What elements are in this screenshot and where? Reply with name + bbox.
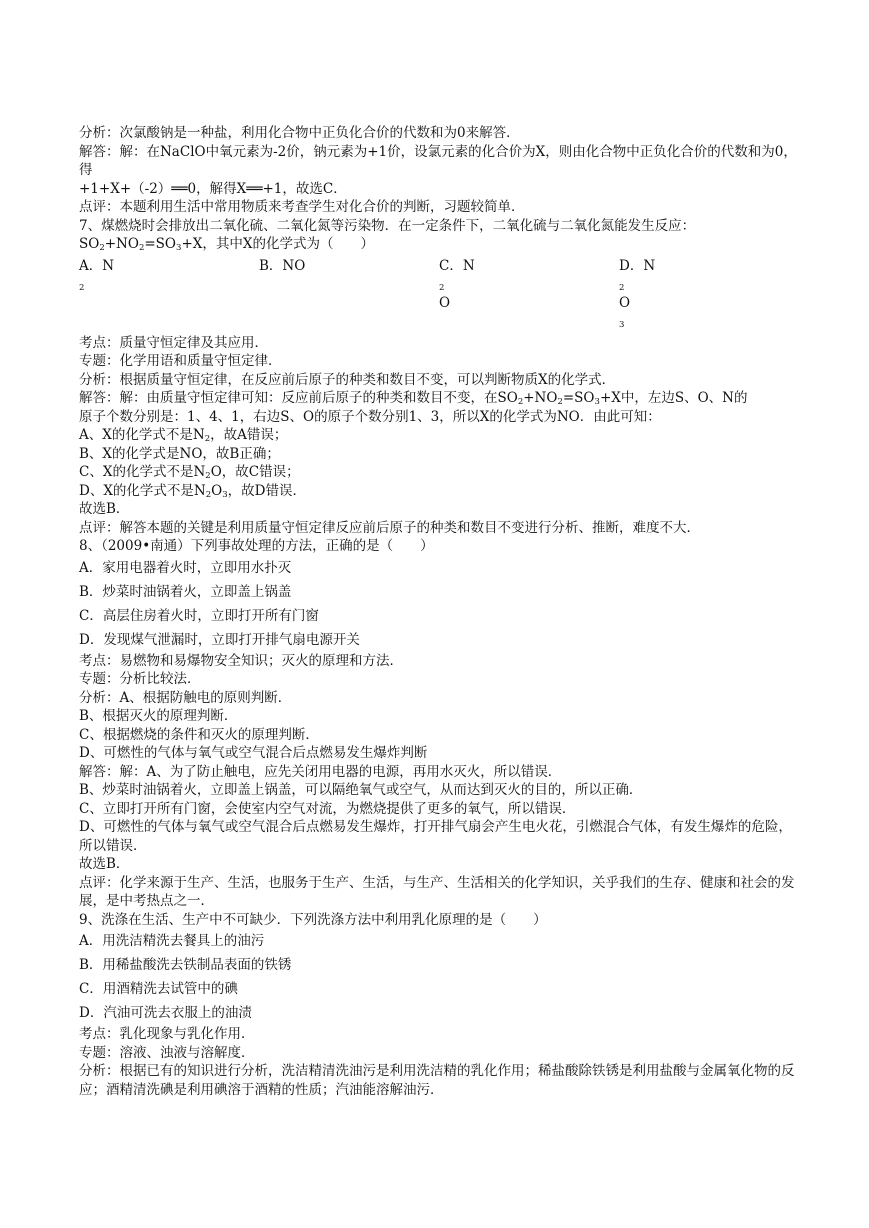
- q8-solution-5: 故选B．: [79, 856, 130, 872]
- q7-option-d: D．$N_2O_3$: [619, 257, 656, 330]
- q7-topic: 专题：化学用语和质量守恒定律．: [79, 353, 282, 369]
- q8-option-c: C．高层住房着火时，立即打开所有门窗: [79, 607, 319, 624]
- q8-stem: 8、（2009•南通）下列事故处理的方法，正确的是（ ）: [79, 538, 434, 554]
- q7-solution-2: 原子个数分别是：1、4、1，右边S、O的原子个数分别1、3，所以X的化学式为NO．由此可知：: [79, 408, 661, 425]
- q7-equation: $SO_2+NO_2=SO_3+X$，其中X的化学式为（ ）: [79, 236, 374, 253]
- q9-analysis: 分析：根据已有的知识进行分析，洗洁精清洗油污是利用洗洁精的乳化作用；稀盐酸除铁锈是利用盐酸与金属氧化物的反应；酒精清洗碘是利用碘溶于酒精的性质；汽油能溶解油污．: [79, 1063, 795, 1098]
- q7-solution-d: D、X的化学式不是$N_2O_3$，故D错误．: [79, 482, 306, 500]
- q8-option-a: A．家用电器着火时，立即用水扑灭: [79, 559, 292, 576]
- q7-solution-c: C、X的化学式不是$N_2O$，故C错误；: [79, 464, 300, 481]
- q9-stem: 9、洗涤在生活、生产中不可缺少．下列洗涤方法中利用乳化原理的是（ ）: [79, 911, 547, 928]
- q7-solution-1: 解答：解：由质量守恒定律可知：反应前后原子的种类和数目不变，在$SO_2+NO_2=SO_3+X$中，左边S、O、N的: [79, 390, 748, 407]
- q8-analysis-4: D、可燃性的气体与氧气或空气混合后点燃易发生爆炸判断: [79, 745, 428, 761]
- q6-analysis: 分析：次氯酸钠是一种盐，利用化合物中正负化合价的代数和为0来解答．: [79, 125, 520, 141]
- q8-topic: 专题：分析比较法．: [79, 671, 201, 687]
- q7-option-c: C．$N_2O$: [439, 257, 475, 311]
- document-page: [79, 124, 799, 1099]
- q7-solution-b: B、X的化学式是NO，故B正确；: [79, 445, 280, 462]
- q9-option-d: D．汽油可洗去衣服上的油渍: [79, 1005, 252, 1021]
- q8-comment: 点评：化学来源于生产、生活，也服务于生产、生活，与生产、生活相关的化学知识，关乎我们的生存、健康和社会的发展，是中考热点之一．: [79, 874, 795, 909]
- q8-solution-4: D、可燃性的气体与氧气或空气混合后点燃易发生爆炸，打开排气扇会产生电火花，引燃混合气体，有发生爆炸的危险，所以错误．: [79, 819, 792, 854]
- q7-solution-a: A、X的化学式不是$N_2$，故A错误；: [79, 427, 288, 444]
- q9-point: 考点：乳化现象与乳化作用．: [79, 1026, 255, 1042]
- q9-option-a: A．用洗洁精洗去餐具上的油污: [79, 933, 265, 949]
- q7-option-a: A．$N_2$: [79, 257, 115, 293]
- q6-solution-2: +1+X+（-2）══0，解得X══+1，故选C．: [79, 180, 347, 197]
- q7-options: [79, 257, 799, 331]
- q7-choose: 故选B．: [79, 501, 130, 517]
- q8-option-b: B．炒菜时油锅着火，立即盖上锅盖: [79, 583, 292, 600]
- q6-solution-1: 解答：解：在NaClO中氧元素为-2价，钠元素为+1价，设氯元素的化合价为X，则由化合物中正负化合价的代数和为0，得: [79, 143, 797, 178]
- q8-point: 考点：易燃物和易爆物安全知识；灭火的原理和方法．: [79, 652, 403, 669]
- q9-topic: 专题：溶液、浊液与溶解度．: [79, 1044, 255, 1061]
- q7-stem: 7、煤燃烧时会排放出二氧化硫、二氧化氮等污染物．在一定条件下，二氧化硫与二氧化氮能发生反应：: [79, 217, 696, 234]
- q6-comment: 点评：本题利用生活中常用物质来考查学生对化合价的判断，习题较简单．: [79, 199, 525, 215]
- q9-option-b: B．用稀盐酸洗去铁制品表面的铁锈: [79, 957, 292, 973]
- q8-option-d: D．发现煤气泄漏时，立即打开排气扇电源开关: [79, 631, 360, 648]
- q8-solution-1: 解答：解：A、为了防止触电，应先关闭用电器的电源，再用水灭火，所以错误．: [79, 763, 562, 780]
- q8-analysis-1: 分析：A、根据防触电的原则判断．: [79, 689, 292, 706]
- q8-solution-2: B、炒菜时油锅着火，立即盖上锅盖，可以隔绝氧气或空气，从而达到灭火的目的，所以正确．: [79, 782, 643, 798]
- q8-analysis-3: C、根据燃烧的条件和灭火的原理判断．: [79, 726, 319, 743]
- q7-option-b: B．NO: [259, 257, 306, 274]
- q7-analysis: 分析：根据质量守恒定律，在反应前后原子的种类和数目不变，可以判断物质X的化学式．: [79, 371, 616, 388]
- q8-analysis-2: B、根据灭火的原理判断．: [79, 708, 238, 724]
- q8-solution-3: C、立即打开所有门窗，会使室内空气对流，为燃烧提供了更多的氧气，所以错误．: [79, 800, 576, 817]
- q7-point: 考点：质量守恒定律及其应用．: [79, 334, 268, 351]
- q9-option-c: C．用酒精洗去试管中的碘: [79, 981, 238, 997]
- q7-comment: 点评：解答本题的关键是利用质量守恒定律反应前后原子的种类和数目不变进行分析、推断，难度不大．: [79, 519, 700, 536]
